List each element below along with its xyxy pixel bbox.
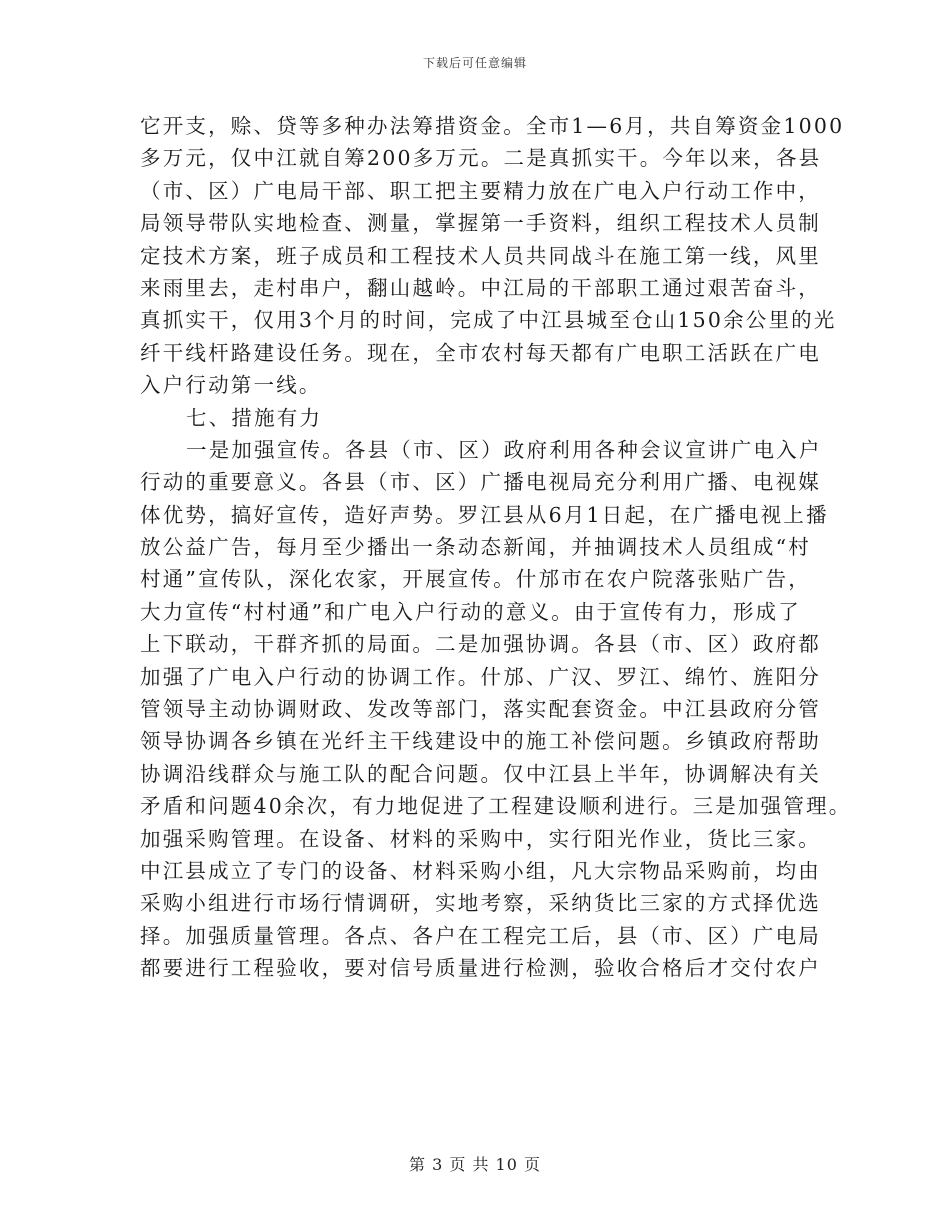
paragraph-line: 行动的重要意义。各县（市、区）广播电视局充分利用广播、电视媒: [140, 470, 821, 495]
paragraph-line: 来雨里去，走村串户，翻山越岭。中江局的干部职工通过艰苦奋斗，: [140, 275, 821, 300]
paragraph-line: 体优势，搞好宣传，造好声势。罗江县从6月1日起，在广播电视上播: [140, 502, 829, 527]
paragraph-line: 多万元，仅中江就自筹200多万元。二是真抓实干。今年以来，各县: [140, 146, 822, 171]
paragraph-line: 真抓实干，仅用3个月的时间，完成了中江县城至仓山150余公里的光: [140, 308, 837, 333]
paragraph-line: 它开支，赊、贷等多种办法筹措资金。全市1—6月，共自筹资金1000: [140, 114, 845, 138]
page-number-footer: 第 3 页 共 10 页: [409, 1155, 541, 1174]
paragraph-line: 一是加强宣传。各县（市、区）政府利用各种会议宣讲广电入户: [186, 437, 822, 462]
section-heading: 七、措施有力: [186, 405, 323, 430]
paragraph-line: 村通”宣传队，深化农家，开展宣传。什邡市在农户院落张贴广告，: [140, 567, 811, 592]
paragraph-line: 都要进行工程验收，要对信号质量进行检测，验收合格后才交付农户: [140, 956, 821, 981]
paragraph-line: 放公益广告，每月至少播出一条动态新闻，并抽调技术人员组成“村: [140, 535, 811, 560]
paragraph-line: 矛盾和问题40余次，有力地促进了工程建设顺利进行。三是加强管理。: [140, 794, 852, 819]
paragraph-line: 领导协调各乡镇在光纤主干线建设中的施工补偿问题。乡镇政府帮助: [140, 729, 821, 754]
paragraph-line: 加强了广电入户行动的协调工作。什邡、广汉、罗江、绵竹、旌阳分: [140, 664, 821, 689]
document-body: [140, 110, 852, 985]
paragraph-line: （市、区）广电局干部、职工把主要精力放在广电入户行动工作中，: [140, 178, 821, 203]
paragraph-line: 上下联动，干群齐抓的局面。二是加强协调。各县（市、区）政府都: [140, 632, 821, 657]
paragraph-line: 择。加强质量管理。各点、各户在工程完工后，县（市、区）广电局: [140, 923, 821, 948]
paragraph-line: 管领导主动协调财政、发改等部门，落实配套资金。中江县政府分管: [140, 697, 821, 722]
paragraph-line: 加强采购管理。在设备、材料的采购中，实行阳光作业，货比三家。: [140, 826, 821, 851]
paragraph-line: 大力宣传“村村通”和广电入户行动的意义。由于宣传有力，形成了: [140, 599, 801, 624]
paragraph-line: 局领导带队实地检查、测量，掌握第一手资料，组织工程技术人员制: [140, 211, 821, 236]
page-header: 下载后可任意编辑: [422, 56, 527, 70]
paragraph-line: 中江县成立了专门的设备、材料采购小组，凡大宗物品采购前，均由: [140, 858, 821, 883]
paragraph-line: 协调沿线群众与施工队的配合问题。仅中江县上半年，协调解决有关: [140, 761, 821, 786]
paragraph-line: 入户行动第一线。: [140, 373, 322, 398]
paragraph-line: 采购小组进行市场行情调研，实地考察，采纳货比三家的方式择优选: [140, 891, 821, 916]
paragraph-line: 定技术方案，班子成员和工程技术人员共同战斗在施工第一线，风里: [140, 243, 821, 268]
paragraph-line: 纤干线杆路建设任务。现在，全市农村每天都有广电职工活跃在广电: [140, 340, 821, 365]
